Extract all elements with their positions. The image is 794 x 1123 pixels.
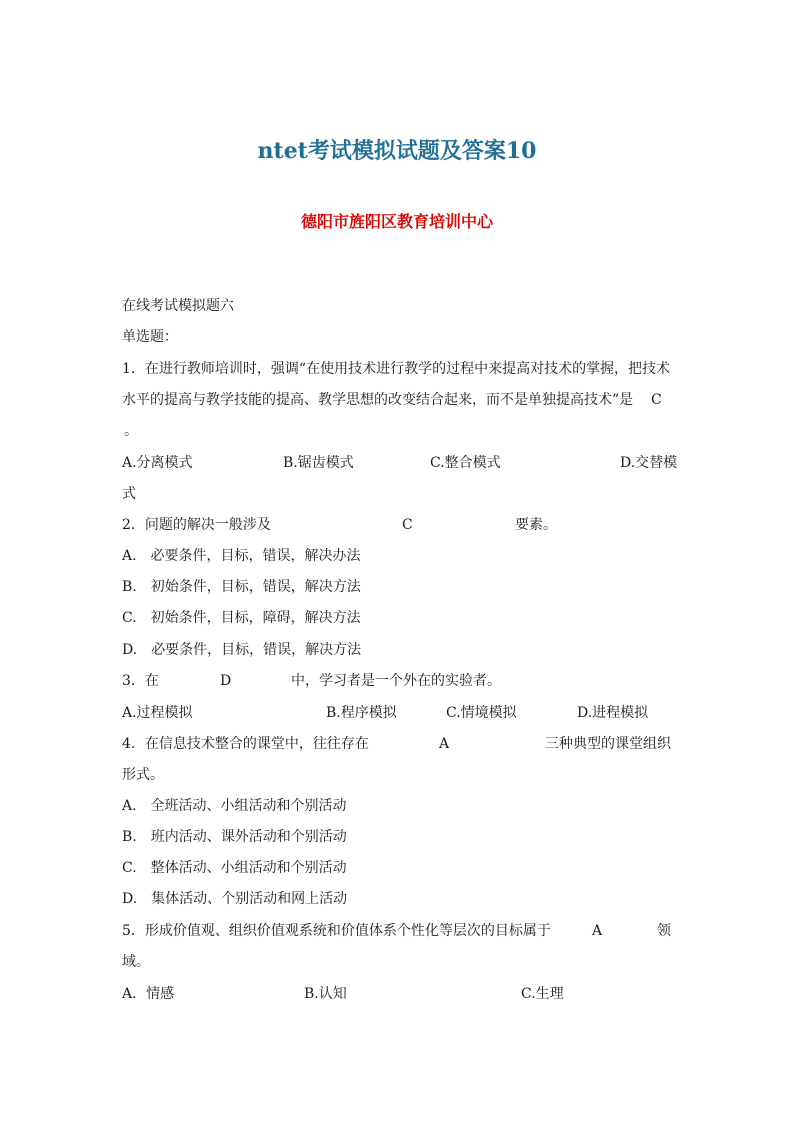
q1-option-d: D.交替模 <box>620 455 678 471</box>
q1-stem-line2: 水平的提高与教学技能的提高、教学思想的改变结合起来，而不是单独提高技术”是 <box>122 392 634 408</box>
q2-option-d: D. 必要条件，目标，错误，解决方法 <box>122 642 362 658</box>
q1-answer: C <box>651 392 662 408</box>
q3-option-d: D.进程模拟 <box>577 705 649 721</box>
q4-option-b: B. 班内活动、课外活动和个别活动 <box>122 829 347 845</box>
q4-answer: A <box>439 736 450 752</box>
q2-option-b: B. 初始条件，目标，错误，解决方法 <box>122 579 361 595</box>
q4-option-a: A. 全班活动、小组活动和个别活动 <box>122 798 347 814</box>
q4-stem-tail: 三种典型的课堂组织 <box>545 736 671 752</box>
q4-stem-cont: 形式。 <box>122 767 164 783</box>
q5-stem-tail: 领 <box>657 923 671 939</box>
q1-option-d-cont: 式 <box>122 486 136 502</box>
q1-option-c: C.整合模式 <box>430 455 501 471</box>
q2-option-a: A. 必要条件，目标，错误，解决办法 <box>122 548 361 564</box>
q3-option-a: A.过程模拟 <box>122 705 193 721</box>
q5-option-b: B.认知 <box>304 986 347 1002</box>
page-subtitle: 德阳市旌阳区教育培训中心 <box>300 212 493 231</box>
q3-option-b: B.程序模拟 <box>326 705 397 721</box>
q2-stem-tail: 要素。 <box>515 517 557 533</box>
q3-stem: 3．在 <box>122 673 159 689</box>
q5-stem-cont: 域。 <box>122 954 150 970</box>
q4-stem: 4．在信息技术整合的课堂中，往往存在 <box>122 736 369 752</box>
q4-option-c: C. 整体活动、小组活动和个别活动 <box>122 860 347 876</box>
q1-option-b: B.锯齿模式 <box>283 455 354 471</box>
q1-stem-line1: 1．在进行教师培训时，强调“在使用技术进行教学的过程中来提高对技术的掌握，把技术 <box>122 361 671 377</box>
question-type-label: 单选题： <box>122 329 178 345</box>
q5-stem: 5．形成价值观、组织价值观系统和价值体系个性化等层次的目标属于 <box>122 923 551 939</box>
q5-option-c: C.生理 <box>521 986 564 1002</box>
section-heading: 在线考试模拟题六 <box>122 298 234 314</box>
q3-answer: D <box>220 673 232 689</box>
q2-option-c: C. 初始条件，目标，障碍，解决方法 <box>122 610 361 626</box>
q4-option-d: D. 集体活动、个别活动和网上活动 <box>122 891 348 907</box>
q1-option-a: A.分离模式 <box>122 455 193 471</box>
q5-option-a: A．情感 <box>122 986 175 1002</box>
q2-answer: C <box>402 517 413 533</box>
page-title: ntet考试模拟试题及答案10 <box>257 138 537 164</box>
q3-stem-tail: 中，学习者是一个外在的实验者。 <box>291 673 501 689</box>
q1-stem-end: 。 <box>124 423 138 439</box>
q3-option-c: C.情境模拟 <box>446 705 517 721</box>
q2-stem: 2．问题的解决一般涉及 <box>122 517 271 533</box>
q5-answer: A <box>592 923 603 939</box>
